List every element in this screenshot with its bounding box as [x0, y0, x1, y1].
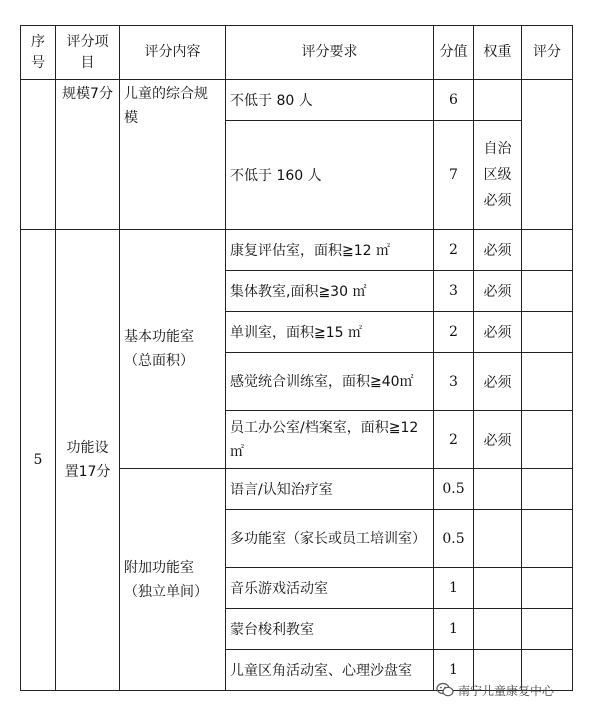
content-extra: 附加功能室（独立单间） [120, 469, 226, 691]
header-row [21, 26, 573, 80]
item-scale: 规模7分 [56, 80, 120, 230]
req-cell: 不低于 160 人 [226, 121, 434, 230]
value-cell: 2 [434, 411, 474, 469]
score-cell [522, 568, 573, 609]
req-cell: 蒙台梭利教室 [226, 609, 434, 650]
watermark-text: 南宁儿童康复中心 [458, 683, 555, 698]
score-cell [522, 469, 573, 510]
seq-cell: 5 [21, 230, 56, 691]
weight-cell [474, 510, 522, 568]
content-basic: 基本功能室（总面积） [120, 230, 226, 469]
score-cell [522, 312, 573, 353]
value-cell: 1 [434, 568, 474, 609]
req-cell: 语言/认知治疗室 [226, 469, 434, 510]
weight-cell: 必须 [474, 271, 522, 312]
score-cell [522, 510, 573, 568]
weight-cell [474, 469, 522, 510]
score-cell [522, 271, 573, 312]
weight-cell [474, 568, 522, 609]
weight-cell: 必须 [474, 312, 522, 353]
req-cell: 员工办公室/档案室，面积≧12 ㎡ [226, 411, 434, 469]
header-item: 评分项目 [56, 26, 120, 80]
value-cell: 6 [434, 80, 474, 121]
value-cell: 3 [434, 353, 474, 411]
req-cell: 感觉统合训练室，面积≧40㎡ [226, 353, 434, 411]
score-cell [522, 230, 573, 271]
value-cell: 0.5 [434, 510, 474, 568]
req-cell: 音乐游戏活动室 [226, 568, 434, 609]
wechat-icon [436, 682, 454, 698]
table-row [21, 80, 573, 121]
req-cell: 儿童区角活动室、心理沙盘室 [226, 650, 434, 691]
value-cell: 3 [434, 271, 474, 312]
weight-cell: 自治区级必须 [474, 121, 522, 230]
header-content: 评分内容 [120, 26, 226, 80]
req-cell: 集体教室,面积≧30 ㎡ [226, 271, 434, 312]
header-value: 分值 [434, 26, 474, 80]
value-cell: 1 [434, 609, 474, 650]
score-cell [522, 80, 573, 230]
watermark [436, 678, 586, 702]
score-cell [522, 609, 573, 650]
value-cell: 2 [434, 230, 474, 271]
header-requirement: 评分要求 [226, 26, 434, 80]
value-cell: 0.5 [434, 469, 474, 510]
header-seq: 序号 [21, 26, 56, 80]
header-score: 评分 [522, 26, 573, 80]
score-cell [522, 411, 573, 469]
weight-cell: 必须 [474, 230, 522, 271]
score-cell [522, 353, 573, 411]
weight-cell [474, 80, 522, 121]
header-weight: 权重 [474, 26, 522, 80]
req-cell: 康复评估室，面积≧12 ㎡ [226, 230, 434, 271]
seq-cell [21, 80, 56, 230]
weight-cell [474, 609, 522, 650]
weight-cell: 必须 [474, 353, 522, 411]
value-cell: 7 [434, 121, 474, 230]
value-cell: 1 [434, 650, 474, 691]
scoring-table [20, 25, 573, 691]
table-row [21, 230, 573, 271]
item-func: 功能设置17分 [56, 230, 120, 691]
req-cell: 不低于 80 人 [226, 80, 434, 121]
weight-cell: 必须 [474, 411, 522, 469]
req-cell: 单训室，面积≧15 ㎡ [226, 312, 434, 353]
req-cell: 多功能室（家长或员工培训室） [226, 510, 434, 568]
content-scale: 儿童的综合规模 [120, 80, 226, 230]
value-cell: 2 [434, 312, 474, 353]
